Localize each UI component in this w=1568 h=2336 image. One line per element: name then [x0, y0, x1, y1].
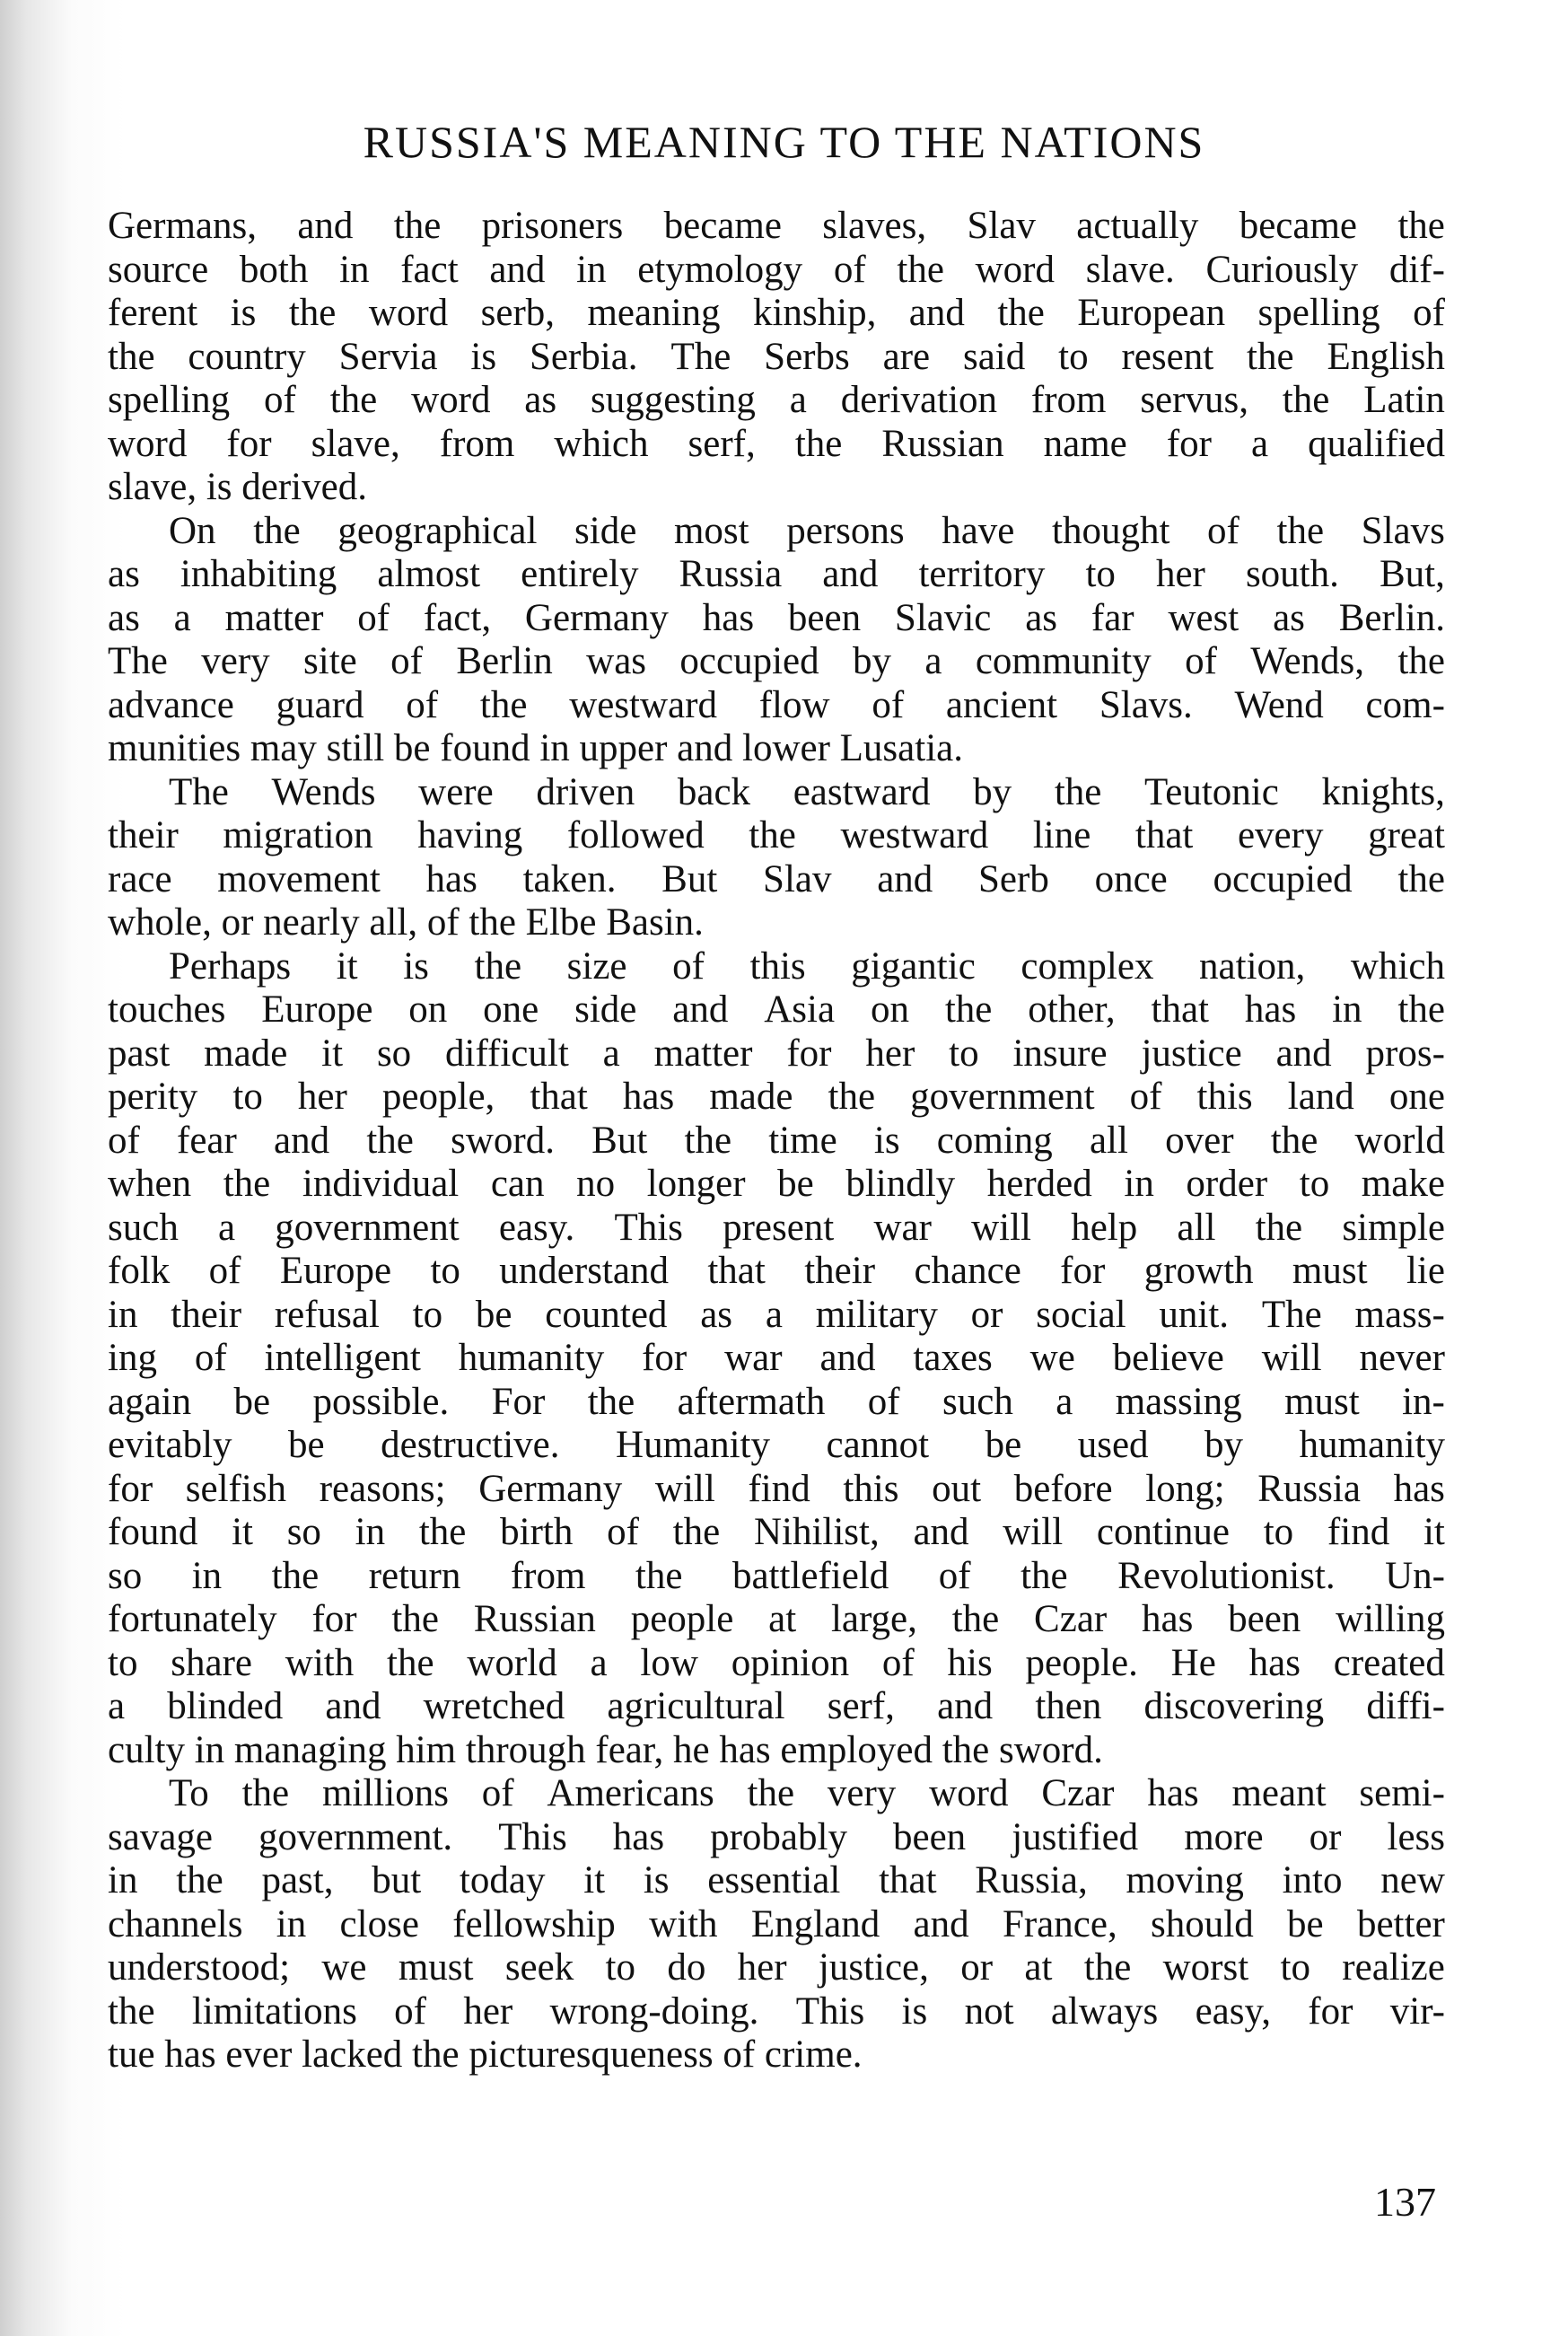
text-line: word for slave, from which serf, the Russian name for a qualified	[108, 422, 1445, 465]
text-line: perity to her people, that has made the government of this land one	[108, 1076, 1445, 1118]
text-line: to share with the world a low opinion of his people. He has created	[108, 1641, 1445, 1684]
text-line: evitably be destructive. Humanity cannot be used by humanity	[108, 1424, 1445, 1466]
text-line: such a government easy. This present war will help all the simple	[108, 1206, 1445, 1249]
text-line: when the individual can no longer be blindly herded in order to make	[108, 1163, 1445, 1205]
text-line: their migration having followed the westward line that every great	[108, 814, 1445, 856]
text-line: culty in managing him through fear, he has employed the sword.	[108, 1728, 1103, 1771]
text-line: source both in fact and in etymology of the word slave. Curiously dif-	[108, 248, 1445, 291]
text-line: a blinded and wretched agricultural serf, and then discovering diffi-	[108, 1685, 1445, 1727]
text-line: past made it so difficult a matter for her to insure justice and pros-	[108, 1032, 1445, 1075]
text-line: understood; we must seek to do her justice, or at the worst to realize	[108, 1946, 1445, 1989]
text-line: slave, is derived.	[108, 466, 367, 508]
text-line: tue has ever lacked the picturesqueness of crime.	[108, 2033, 863, 2076]
text-line: channels in close fellowship with England and France, should be better	[108, 1902, 1445, 1945]
text-line: folk of Europe to understand that their chance for growth must lie	[108, 1250, 1445, 1292]
text-line: the limitations of her wrong-doing. This is not always easy, for vir-	[108, 1989, 1445, 2033]
text-line: race movement has taken. But Slav and Serb once occupied the	[108, 857, 1445, 900]
text-line: savage government. This has probably been justified more or less	[108, 1815, 1445, 1858]
page-number: 137	[1374, 2179, 1436, 2225]
text-line: The Wends were driven back eastward by the Teutonic knights,	[169, 770, 1445, 813]
text-line: whole, or nearly all, of the Elbe Basin.	[108, 901, 704, 944]
text-line: advance guard of the westward flow of ancient Slavs. Wend com-	[108, 683, 1445, 726]
body-text	[108, 205, 1445, 2077]
text-line: Perhaps it is the size of this gigantic complex nation, which	[169, 944, 1445, 988]
text-line: ferent is the word serb, meaning kinship, and the European spelling of	[108, 292, 1445, 334]
text-line: as a matter of fact, Germany has been Slavic as far west as Berlin.	[108, 596, 1445, 639]
text-line: again be possible. For the aftermath of such a massing must in-	[108, 1380, 1445, 1423]
text-line: On the geographical side most persons have thought of the Slavs	[169, 509, 1445, 552]
text-line: the country Servia is Serbia. The Serbs are said to resent the English	[108, 335, 1445, 378]
text-line: Germans, and the prisoners became slaves, Slav actually became the	[108, 205, 1445, 247]
running-head: RUSSIA'S MEANING TO THE NATIONS	[363, 117, 1205, 167]
text-line: ing of intelligent humanity for war and taxes we believe will never	[108, 1337, 1445, 1379]
text-line: munities may still be found in upper and lower Lusatia.	[108, 727, 963, 769]
text-line: The very site of Berlin was occupied by a community of Wends, the	[108, 640, 1445, 682]
text-line: spelling of the word as suggesting a derivation from servus, the Latin	[108, 379, 1445, 421]
text-line: in their refusal to be counted as a military or social unit. The mass-	[108, 1293, 1445, 1336]
text-line: as inhabiting almost entirely Russia and territory to her south. But,	[108, 553, 1445, 595]
text-line: fortunately for the Russian people at large, the Czar has been willing	[108, 1598, 1445, 1640]
text-line: so in the return from the battlefield of the Revolutionist. Un-	[108, 1554, 1445, 1597]
text-line: for selfish reasons; Germany will find this out before long; Russia has	[108, 1467, 1445, 1510]
text-line: in the past, but today it is essential that Russia, moving into new	[108, 1859, 1445, 1901]
text-line: found it so in the birth of the Nihilist, and will continue to find it	[108, 1511, 1445, 1553]
text-line: touches Europe on one side and Asia on the other, that has in the	[108, 988, 1445, 1031]
text-line: of fear and the sword. But the time is coming all over the world	[108, 1119, 1445, 1162]
text-line: To the millions of Americans the very word Czar has meant semi-	[169, 1772, 1445, 1814]
